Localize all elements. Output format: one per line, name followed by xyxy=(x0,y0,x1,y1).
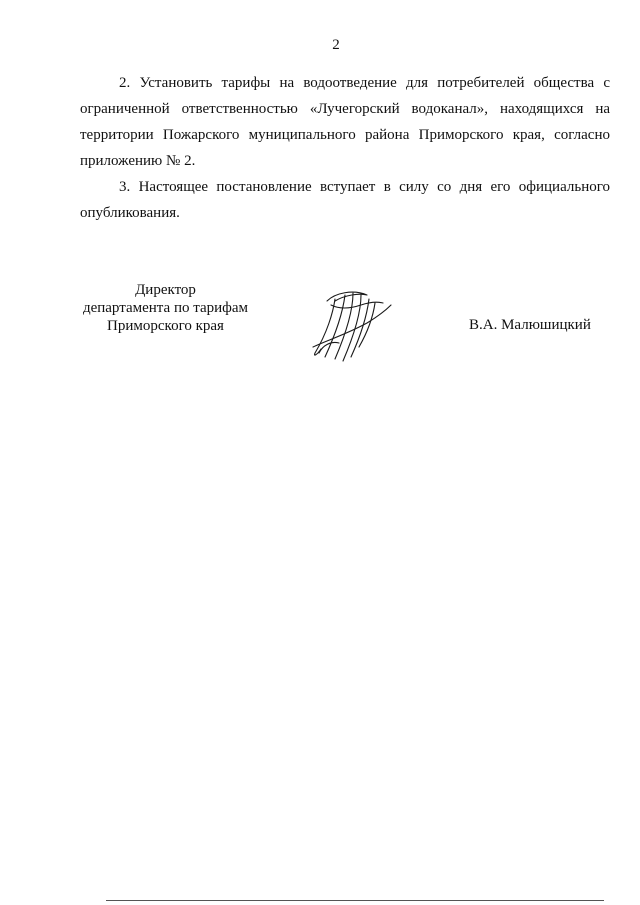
position-line-title: Директор xyxy=(135,282,196,298)
signatory-position xyxy=(78,281,253,335)
bottom-scan-edge-line xyxy=(92,900,604,901)
position-line-region: Приморского края xyxy=(107,318,224,334)
page-number: 2 xyxy=(332,37,340,53)
paragraph-item-2: 2. Установить тарифы на водоотведение для потребителей общества с ограниченной ответственностью «Лучегорский водоканал», находящихся на территории Пожарского муниципального района Приморского края, согласно приложению № 2. xyxy=(80,75,610,169)
paragraph-item-3: 3. Настоящее постановление вступает в силу со дня его официального опубликования. xyxy=(80,179,610,221)
document-body xyxy=(80,70,610,226)
signatory-name: В.А. Малюшицкий xyxy=(469,317,591,333)
bottom-scan-edge-gap xyxy=(92,900,106,901)
position-line-department: департамента по тарифам xyxy=(82,300,249,316)
handwritten-signature xyxy=(305,283,397,365)
